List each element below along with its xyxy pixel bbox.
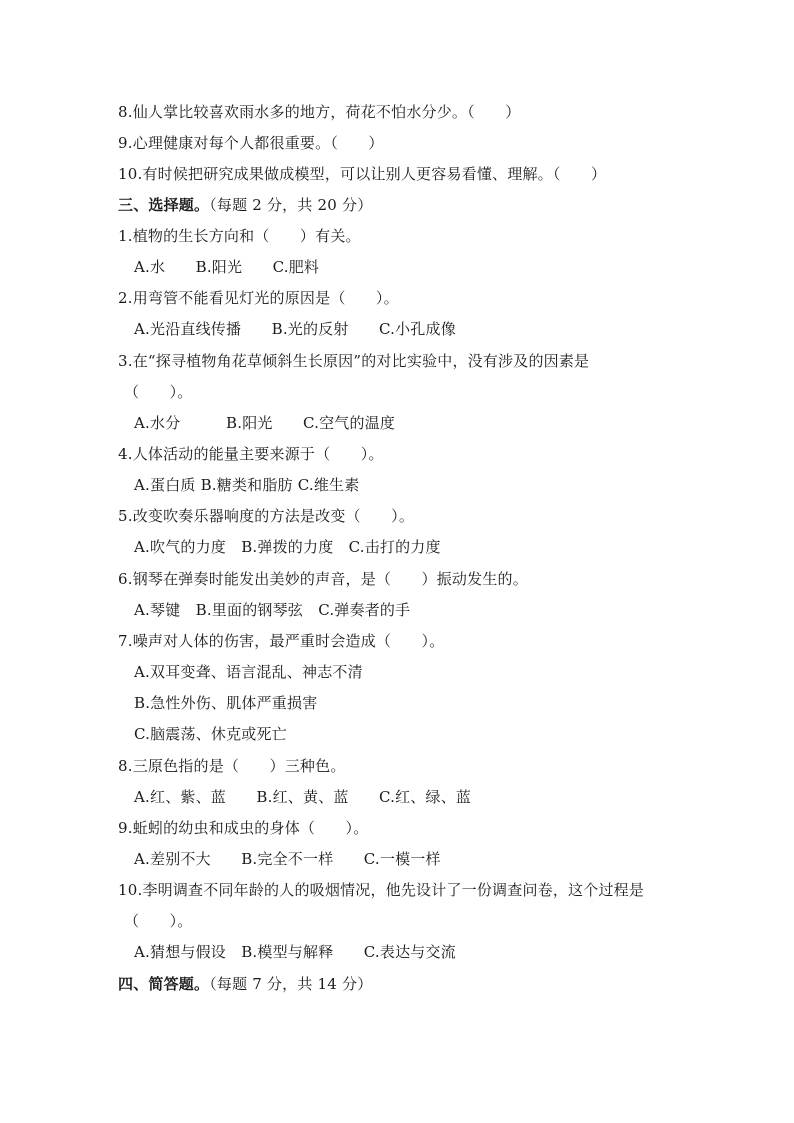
question-4-options: A.蛋白质 B.糖类和脂肪 C.维生素 [134, 476, 360, 494]
question-6-options: A.琴键 B.里面的钢琴弦 C.弹奏者的手 [134, 601, 411, 619]
section-4-scoring-note: （每题 7 分，共 14 分） [209, 975, 373, 993]
question-1-options: A.水 B.阳光 C.肥料 [134, 258, 320, 276]
question-1: 1.植物的生长方向和（ ）有关。 [118, 227, 361, 245]
question-3-options: A.水分 B.阳光 C.空气的温度 [134, 414, 396, 432]
question-6: 6.钢琴在弹奏时能发出美妙的声音，是（ ）振动发生的。 [118, 570, 528, 588]
question-2-options: A.光沿直线传播 B.光的反射 C.小孔成像 [134, 320, 456, 338]
question-10-continuation: （ ）。 [124, 912, 193, 930]
question-9-options: A.差别不大 B.完全不一样 C.一模一样 [134, 850, 441, 868]
question-5-options: A.吹气的力度 B.弹拨的力度 C.击打的力度 [134, 538, 441, 556]
section-4-heading [118, 974, 734, 994]
question-9: 9.蚯蚓的幼虫和成虫的身体（ ）。 [118, 819, 369, 837]
true-false-item-10: 10.有时候把研究成果做成模型，可以让别人更容易看懂、理解。（ ） [118, 165, 607, 183]
section-4-title: 四、简答题。 [118, 975, 210, 993]
question-4: 4.人体活动的能量主要来源于（ ）。 [118, 445, 384, 463]
question-7: 7.噪声对人体的伤害，最严重时会造成（ ）。 [118, 632, 445, 650]
true-false-item-8: 8.仙人掌比较喜欢雨水多的地方，荷花不怕水分少。（ ） [118, 103, 521, 121]
question-8: 8.三原色指的是（ ）三种色。 [118, 757, 346, 775]
section-3-title: 三、选择题。 [118, 196, 210, 214]
true-false-item-9: 9.心理健康对每个人都很重要。（ ） [118, 134, 384, 152]
question-10-options: A.猜想与假设 B.模型与解释 C.表达与交流 [134, 943, 456, 961]
question-7-option-b: B.急性外伤、肌体严重损害 [134, 694, 318, 712]
question-5: 5.改变吹奏乐器响度的方法是改变（ ）。 [118, 507, 415, 525]
section-3-scoring-note: （每题 2 分，共 20 分） [209, 196, 373, 214]
question-10: 10.李明调查不同年龄的人的吸烟情况，他先设计了一份调查问卷，这个过程是 [118, 881, 645, 899]
section-3-heading [118, 195, 734, 215]
question-3: 3.在“探寻植物角花草倾斜生长原因”的对比实验中，没有涉及的因素是 [118, 352, 590, 370]
question-2: 2.用弯管不能看见灯光的原因是（ ）。 [118, 289, 399, 307]
question-8-options: A.红、紫、蓝 B.红、黄、蓝 C.红、绿、蓝 [134, 788, 472, 806]
question-7-option-c: C.脑震荡、休克或死亡 [134, 725, 287, 743]
question-7-option-a: A.双耳变聋、语言混乱、神志不清 [134, 663, 363, 681]
question-3-continuation: （ ）。 [124, 383, 193, 401]
